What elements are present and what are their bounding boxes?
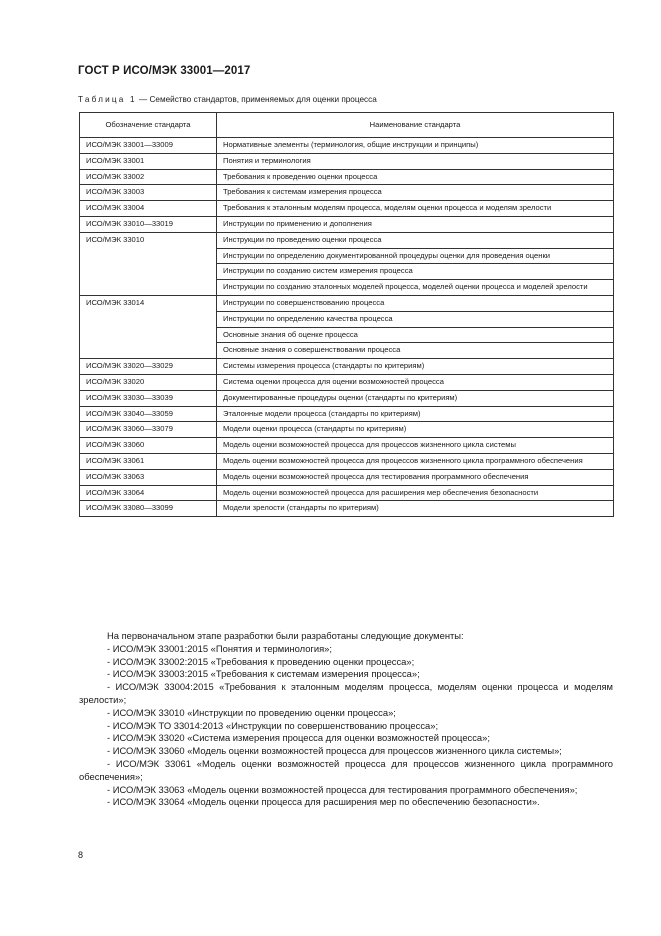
table-body [80,138,614,517]
standard-name: Требования к эталонным моделям процесса, моделям оценки процесса и моделям зрелости [217,201,614,217]
table-row [80,295,614,311]
list-item: - ИСО/МЭК 33001:2015 «Понятия и терминология»; [107,642,332,654]
table-row [80,359,614,375]
standard-name: Инструкции по проведению оценки процесса [217,232,614,248]
list-item: - ИСО/МЭК 33064 «Модель оценки процесса для расширения мер по обеспечению безопасности». [107,796,540,808]
standard-name: Документированные процедуры оценки (стандарты по критериям) [217,390,614,406]
list-item: - ИСО/МЭК ТО 33014:2013 «Инструкции по совершенствованию процесса»; [107,719,439,731]
table-row [80,185,614,201]
standard-designation: ИСО/МЭК 33060 [80,438,217,454]
table-row [80,374,614,390]
standard-name: Модели оценки процесса (стандарты по критериям) [217,422,614,438]
table-caption [78,95,377,104]
standard-name: Инструкции по созданию эталонных моделей процесса, моделей оценки процесса и моделей зрелости [217,280,614,296]
page-number: 8 [78,850,84,860]
table-row [80,469,614,485]
standard-name: Требования к проведению оценки процесса [217,169,614,185]
body-text [79,630,613,809]
standard-designation: ИСО/МЭК 33063 [80,469,217,485]
standard-name: Основные знания о совершенствовании процесса [217,343,614,359]
intro-paragraph: На первоначальном этапе разработки были разработаны следующие документы: [107,630,464,641]
table-caption-text: — Семейство стандартов, применяемых для оценки процесса [136,95,377,104]
standard-designation: ИСО/МЭК 33061 [80,453,217,469]
list-item: - ИСО/МЭК 33020 «Система измерения процесса для оценки возможностей процесса»; [107,732,490,744]
column-header-designation: Обозначение стандарта [80,113,217,138]
table-row [80,216,614,232]
table-row [80,485,614,501]
standard-designation: ИСО/МЭК 33010—33019 [80,216,217,232]
table-row [80,232,614,248]
standard-designation: ИСО/МЭК 33020 [80,374,217,390]
standard-designation: ИСО/МЭК 33080—33099 [80,501,217,517]
standard-designation: ИСО/МЭК 33020—33029 [80,359,217,375]
table-header-row [80,113,614,138]
standard-name: Эталонные модели процесса (стандарты по критериям) [217,406,614,422]
list-item: - ИСО/МЭК 33061 «Модель оценки возможностей процесса для процессов жизненного цикла программного обеспечения»; [79,757,613,782]
table-row [80,438,614,454]
standard-name: Инструкции по определению качества процесса [217,311,614,327]
standard-designation: ИСО/МЭК 33001 [80,153,217,169]
standard-designation: ИСО/МЭК 33040—33059 [80,406,217,422]
table-row [80,153,614,169]
table-row [80,453,614,469]
standard-designation: ИСО/МЭК 33030—33039 [80,390,217,406]
list-item: - ИСО/МЭК 33003:2015 «Требования к системам измерения процесса»; [107,668,420,680]
standard-name: Инструкции по применению и дополнения [217,216,614,232]
standard-designation: ИСО/МЭК 33003 [80,185,217,201]
standard-designation: ИСО/МЭК 33001—33009 [80,138,217,154]
table-row [80,138,614,154]
standard-designation: ИСО/МЭК 33060—33079 [80,422,217,438]
standard-designation: ИСО/МЭК 33064 [80,485,217,501]
table-row [80,406,614,422]
list-item: - ИСО/МЭК 33063 «Модель оценки возможностей процесса для тестирования программного обеспечения»; [107,783,578,795]
table-row [80,390,614,406]
standard-designation: ИСО/МЭК 33004 [80,201,217,217]
document-header: ГОСТ Р ИСО/МЭК 33001—2017 [78,65,251,77]
standard-name: Модель оценки возможностей процесса для расширения мер обеспечения безопасности [217,485,614,501]
table-row [80,422,614,438]
standard-designation: ИСО/МЭК 33002 [80,169,217,185]
list-item: - ИСО/МЭК 33060 «Модель оценки возможностей процесса для процессов жизненного цикла системы»; [107,745,562,757]
standard-name: Модели зрелости (стандарты по критериям) [217,501,614,517]
standard-name: Модель оценки возможностей процесса для процессов жизненного цикла программного обеспечения [217,453,614,469]
column-header-name: Наименование стандарта [217,113,614,138]
list-item: - ИСО/МЭК 33004:2015 «Требования к эталонным моделям процесса, моделям оценки процесса и моделям зрелости»; [79,681,613,705]
table-row [80,501,614,517]
standard-name: Системы измерения процесса (стандарты по критериям) [217,359,614,375]
list-item: - ИСО/МЭК 33002:2015 «Требования к проведению оценки процесса»; [107,655,415,667]
standard-name: Модель оценки возможностей процесса для процессов жизненного цикла системы [217,438,614,454]
standard-name: Инструкции по совершенствованию процесса [217,295,614,311]
standard-name: Нормативные элементы (терминология, общие инструкции и принципы) [217,138,614,154]
table-caption-prefix: Таблица 1 [78,95,137,104]
list-item: - ИСО/МЭК 33010 «Инструкции по проведению оценки процесса»; [107,706,396,718]
standard-name: Понятия и терминология [217,153,614,169]
standard-designation: ИСО/МЭК 33014 [80,295,217,358]
standard-name: Основные знания об оценке процесса [217,327,614,343]
standard-designation: ИСО/МЭК 33010 [80,232,217,295]
table-row [80,169,614,185]
standard-name: Модель оценки возможностей процесса для тестирования программного обеспечения [217,469,614,485]
standard-name: Инструкции по созданию систем измерения процесса [217,264,614,280]
table-row [80,201,614,217]
standard-name: Инструкции по определению документированной процедуры оценки для проведения оценки [217,248,614,264]
standards-table [79,112,614,517]
standard-name: Требования к системам измерения процесса [217,185,614,201]
standard-name: Система оценки процесса для оценки возможностей процесса [217,374,614,390]
